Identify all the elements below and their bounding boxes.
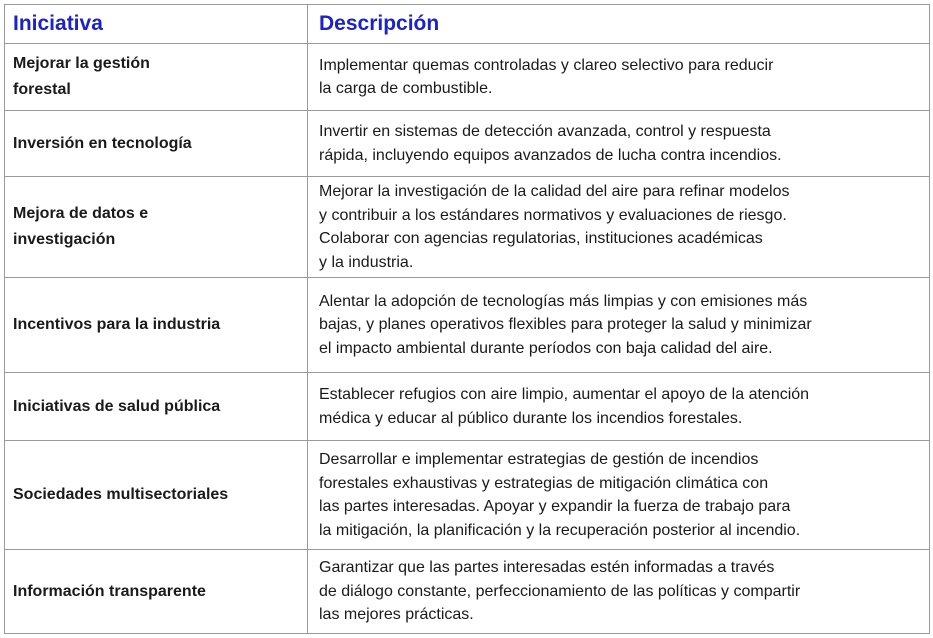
table-row <box>5 177 930 278</box>
description-text: Colaborar con agencias regulatorias, instituciones académicas <box>319 230 763 247</box>
initiative-cell <box>5 278 308 373</box>
description-text: Invertir en sistemas de detección avanzada, control y respuesta <box>319 123 771 140</box>
initiative-cell <box>5 177 308 278</box>
description-text: y la industria. <box>319 253 414 271</box>
table-row <box>5 111 930 177</box>
initiative-cell <box>5 550 308 634</box>
header-iniciativa: Iniciativa <box>5 5 308 44</box>
initiative-cell <box>5 44 308 111</box>
initiative-cell <box>5 441 308 550</box>
table-row <box>5 278 930 373</box>
table-row <box>5 373 930 441</box>
initiative-text: Mejora de datos e <box>13 205 149 222</box>
description-text: y contribuir a los estándares normativos y evaluaciones de riesgo. <box>319 206 787 224</box>
initiative-text: Incentivos para la industria <box>13 316 221 333</box>
description-text: de diálogo constante, perfeccionamiento de las políticas y compartir <box>319 582 801 600</box>
header-descripcion: Descripción <box>308 5 930 44</box>
initiative-text: forestal <box>13 81 71 98</box>
description-text: forestales exhaustivas y estrategias de mitigación climática con <box>319 474 769 492</box>
table-row <box>5 550 930 634</box>
description-cell <box>308 373 930 441</box>
description-cell <box>308 278 930 373</box>
description-cell <box>308 177 930 278</box>
description-cell <box>308 44 930 111</box>
description-text: médica y educar al público durante los incendios forestales. <box>319 409 743 427</box>
table-row <box>5 44 930 111</box>
initiative-text: Inversión en tecnología <box>13 134 192 152</box>
description-text: la mitigación, la planificación y la recuperación posterior al incendio. <box>319 521 801 539</box>
initiatives-table <box>4 4 930 634</box>
description-cell <box>308 550 930 634</box>
description-text: rápida, incluyendo equipos avanzados de lucha contra incendios. <box>319 146 782 164</box>
description-text: Alentar la adopción de tecnologías más limpias y con emisiones más <box>319 292 808 310</box>
description-text: Mejorar la investigación de la calidad del aire para refinar modelos <box>319 183 790 200</box>
initiative-text: Mejorar la gestión <box>13 55 150 72</box>
description-text: las mejores prácticas. <box>319 606 474 624</box>
description-text: la carga de combustible. <box>319 80 493 97</box>
description-text: Garantizar que las partes interesadas estén informadas a través <box>319 559 775 577</box>
initiative-text: Información transparente <box>13 582 206 600</box>
description-text: las partes interesadas. Apoyar y expandir la fuerza de trabajo para <box>319 498 791 515</box>
initiative-text: investigación <box>13 231 116 248</box>
initiative-cell <box>5 373 308 441</box>
initiative-text: Sociedades multisectoriales <box>13 486 229 503</box>
description-text: Desarrollar e implementar estrategias de gestión de incendios <box>319 451 759 468</box>
initiative-text: Iniciativas de salud pública <box>13 397 221 415</box>
description-cell <box>308 441 930 550</box>
initiative-cell <box>5 111 308 177</box>
description-text: Implementar quemas controladas y clareo selectivo para reducir <box>319 56 774 74</box>
description-text: bajas, y planes operativos flexibles para proteger la salud y minimizar <box>319 316 812 334</box>
table-row <box>5 441 930 550</box>
description-cell <box>308 111 930 177</box>
description-text: el impacto ambiental durante períodos con baja calidad del aire. <box>319 339 773 357</box>
header-row <box>5 5 930 44</box>
description-text: Establecer refugios con aire limpio, aumentar el apoyo de la atención <box>319 386 810 403</box>
